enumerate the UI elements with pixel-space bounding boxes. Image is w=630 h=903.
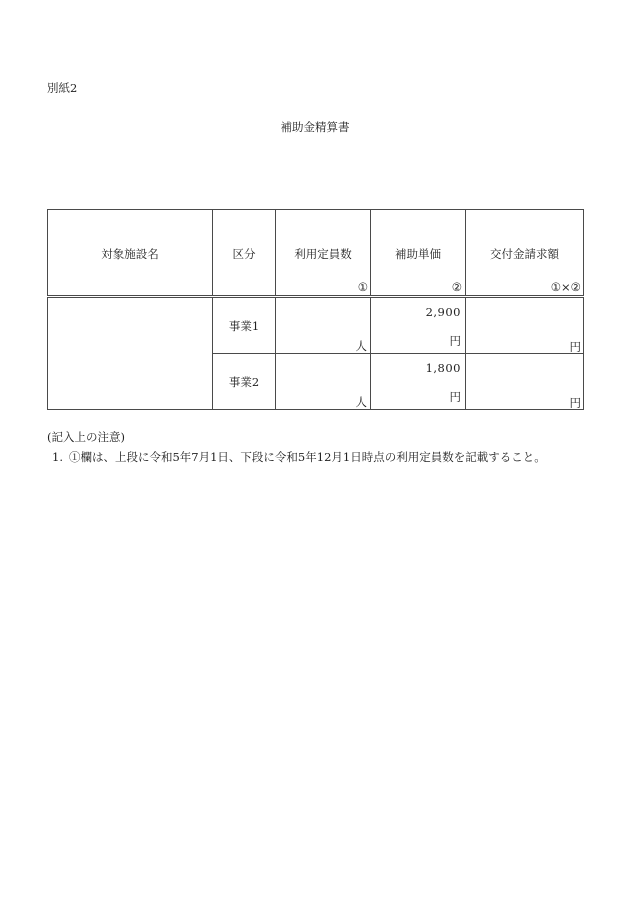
table-row bbox=[48, 297, 584, 354]
header-capacity-mark: ① bbox=[357, 280, 368, 294]
claim-amount-unit: 円 bbox=[569, 396, 581, 410]
category-label: 事業1 bbox=[228, 319, 260, 333]
header-capacity-label: 利用定員数 bbox=[294, 247, 352, 261]
unit-price-unit: 円 bbox=[449, 334, 461, 348]
capacity-cell[interactable] bbox=[276, 297, 371, 354]
header-unit-price-label: 補助単価 bbox=[395, 247, 441, 261]
claim-amount-cell[interactable] bbox=[466, 297, 584, 354]
category-cell bbox=[213, 354, 276, 410]
annex-label: 別紙2 bbox=[47, 81, 78, 95]
capacity-cell[interactable] bbox=[276, 354, 371, 410]
header-facility-name-label: 対象施設名 bbox=[101, 247, 159, 261]
header-category bbox=[213, 210, 276, 297]
claim-amount-unit: 円 bbox=[569, 340, 581, 354]
settlement-table bbox=[47, 209, 584, 410]
header-capacity bbox=[276, 210, 371, 297]
unit-price-unit: 円 bbox=[449, 390, 461, 404]
unit-price-value: 1,800 bbox=[425, 361, 461, 375]
unit-price-cell bbox=[371, 354, 466, 410]
table-header-row bbox=[48, 210, 584, 297]
note-item bbox=[52, 450, 546, 464]
header-facility-name bbox=[48, 210, 213, 297]
capacity-unit: 人 bbox=[355, 395, 367, 409]
facility-name-cell[interactable] bbox=[48, 297, 213, 410]
unit-price-cell bbox=[371, 297, 466, 354]
document-title: 補助金精算書 bbox=[280, 120, 350, 134]
note-number: 1. bbox=[52, 450, 63, 464]
header-unit-price-mark: ② bbox=[451, 280, 462, 294]
claim-amount-cell[interactable] bbox=[466, 354, 584, 410]
unit-price-value: 2,900 bbox=[425, 305, 461, 319]
category-cell bbox=[213, 297, 276, 354]
header-category-label: 区分 bbox=[232, 247, 256, 261]
note-text: ①欄は、上段に令和5年7月1日、下段に令和5年12月1日時点の利用定員数を記載すること。 bbox=[68, 450, 546, 464]
header-unit-price bbox=[371, 210, 466, 297]
capacity-unit: 人 bbox=[355, 339, 367, 353]
header-claim-amount-mark: ①×② bbox=[550, 280, 581, 294]
header-claim-amount-label: 交付金請求額 bbox=[490, 247, 559, 261]
header-claim-amount bbox=[466, 210, 584, 297]
notes-heading: (記入上の注意) bbox=[47, 430, 125, 444]
category-label: 事業2 bbox=[228, 375, 260, 389]
